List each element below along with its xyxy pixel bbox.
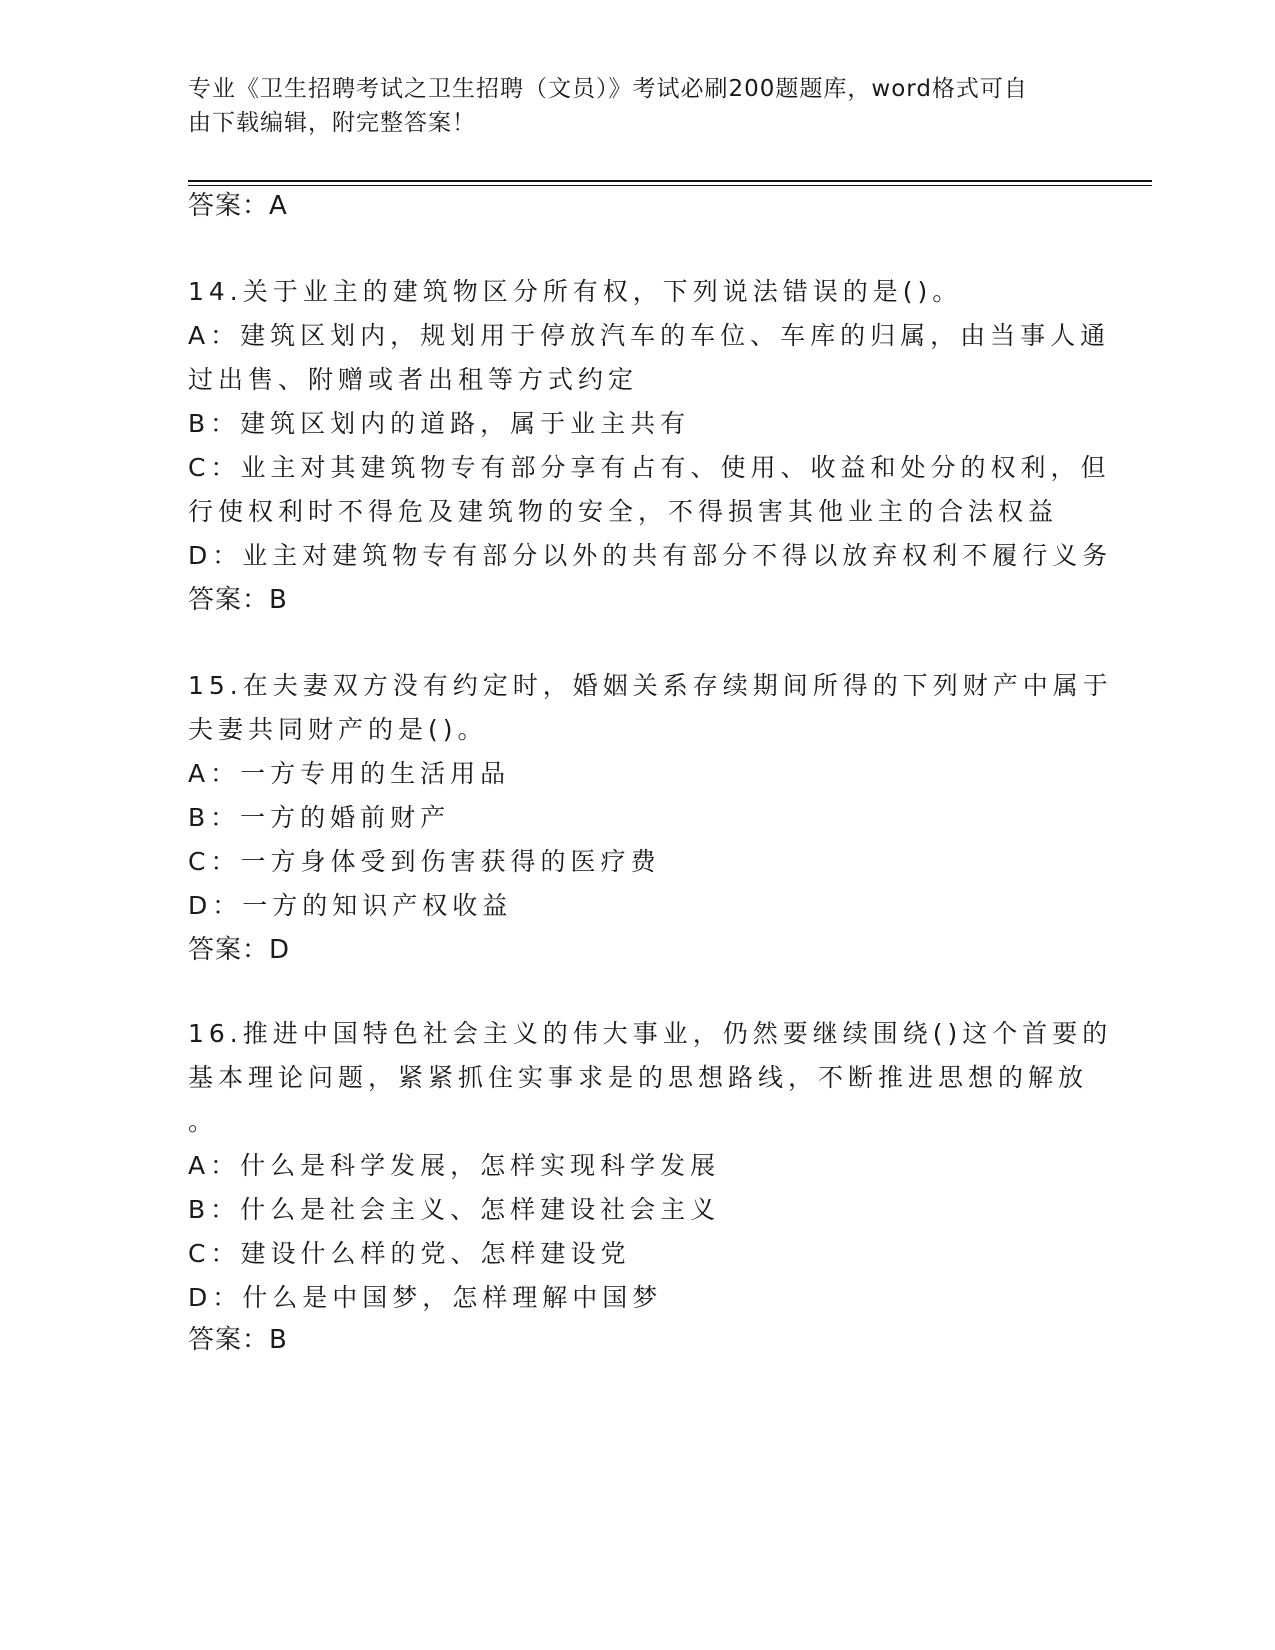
question-16-stem-end: 。 (188, 1107, 219, 1136)
question-16-stem-cont: 基本理论问题，紧紧抓住实事求是的思想路线，不断推进思想的解放 (188, 1063, 1089, 1092)
question-15-stem-cont: 夫妻共同财产的是()。 (188, 715, 488, 744)
question-16-option-c: C：建设什么样的党、怎样建设党 (188, 1239, 631, 1268)
question-14-stem: 14.关于业主的建筑物区分所有权，下列说法错误的是()。 (188, 277, 963, 306)
question-16-answer: 答案：B (188, 1325, 288, 1355)
header-line-1: 专业《卫生招聘考试之卫生招聘（文员）》考试必刷200题题库，word格式可自 (188, 76, 1028, 102)
header-line-2: 由下载编辑，附完整答案！ (188, 110, 476, 136)
answer-prev: 答案：A (188, 191, 288, 221)
question-15-option-d: D：一方的知识产权收益 (188, 891, 513, 920)
question-16-stem: 16.推进中国特色社会主义的伟大事业，仍然要继续围绕()这个首要的 (188, 1019, 1113, 1048)
question-16-option-b: B：什么是社会主义、怎样建设社会主义 (188, 1195, 721, 1224)
question-15-answer: 答案：D (188, 935, 291, 965)
question-15-option-a: A：一方专用的生活用品 (188, 759, 511, 788)
question-15-stem: 15.在夫妻双方没有约定时，婚姻关系存续期间所得的下列财产中属于 (188, 671, 1113, 700)
question-14-option-c: C：业主对其建筑物专有部分享有占有、使用、收益和处分的权利，但 (188, 453, 1111, 482)
question-16-option-d: D：什么是中国梦，怎样理解中国梦 (188, 1283, 663, 1312)
question-14-option-a-cont: 过出售、附赠或者出租等方式约定 (188, 365, 639, 394)
question-14-option-c-cont: 行使权利时不得危及建筑物的安全，不得损害其他业主的合法权益 (188, 497, 1059, 526)
question-14-option-b: B：建筑区划内的道路，属于业主共有 (188, 409, 691, 438)
header-divider-thin (188, 185, 1152, 186)
document-header (188, 72, 1068, 140)
question-14-option-d: D：业主对建筑物专有部分以外的共有部分不得以放弃权利不履行义务 (188, 541, 1113, 570)
question-15-option-c: C：一方身体受到伤害获得的医疗费 (188, 847, 661, 876)
question-14-answer: 答案：B (188, 585, 288, 615)
question-16-option-a: A：什么是科学发展，怎样实现科学发展 (188, 1151, 721, 1180)
question-14-option-a: A：建筑区划内，规划用于停放汽车的车位、车库的归属，由当事人通 (188, 321, 1111, 350)
header-divider (188, 180, 1152, 182)
question-15-option-b: B：一方的婚前财产 (188, 803, 451, 832)
